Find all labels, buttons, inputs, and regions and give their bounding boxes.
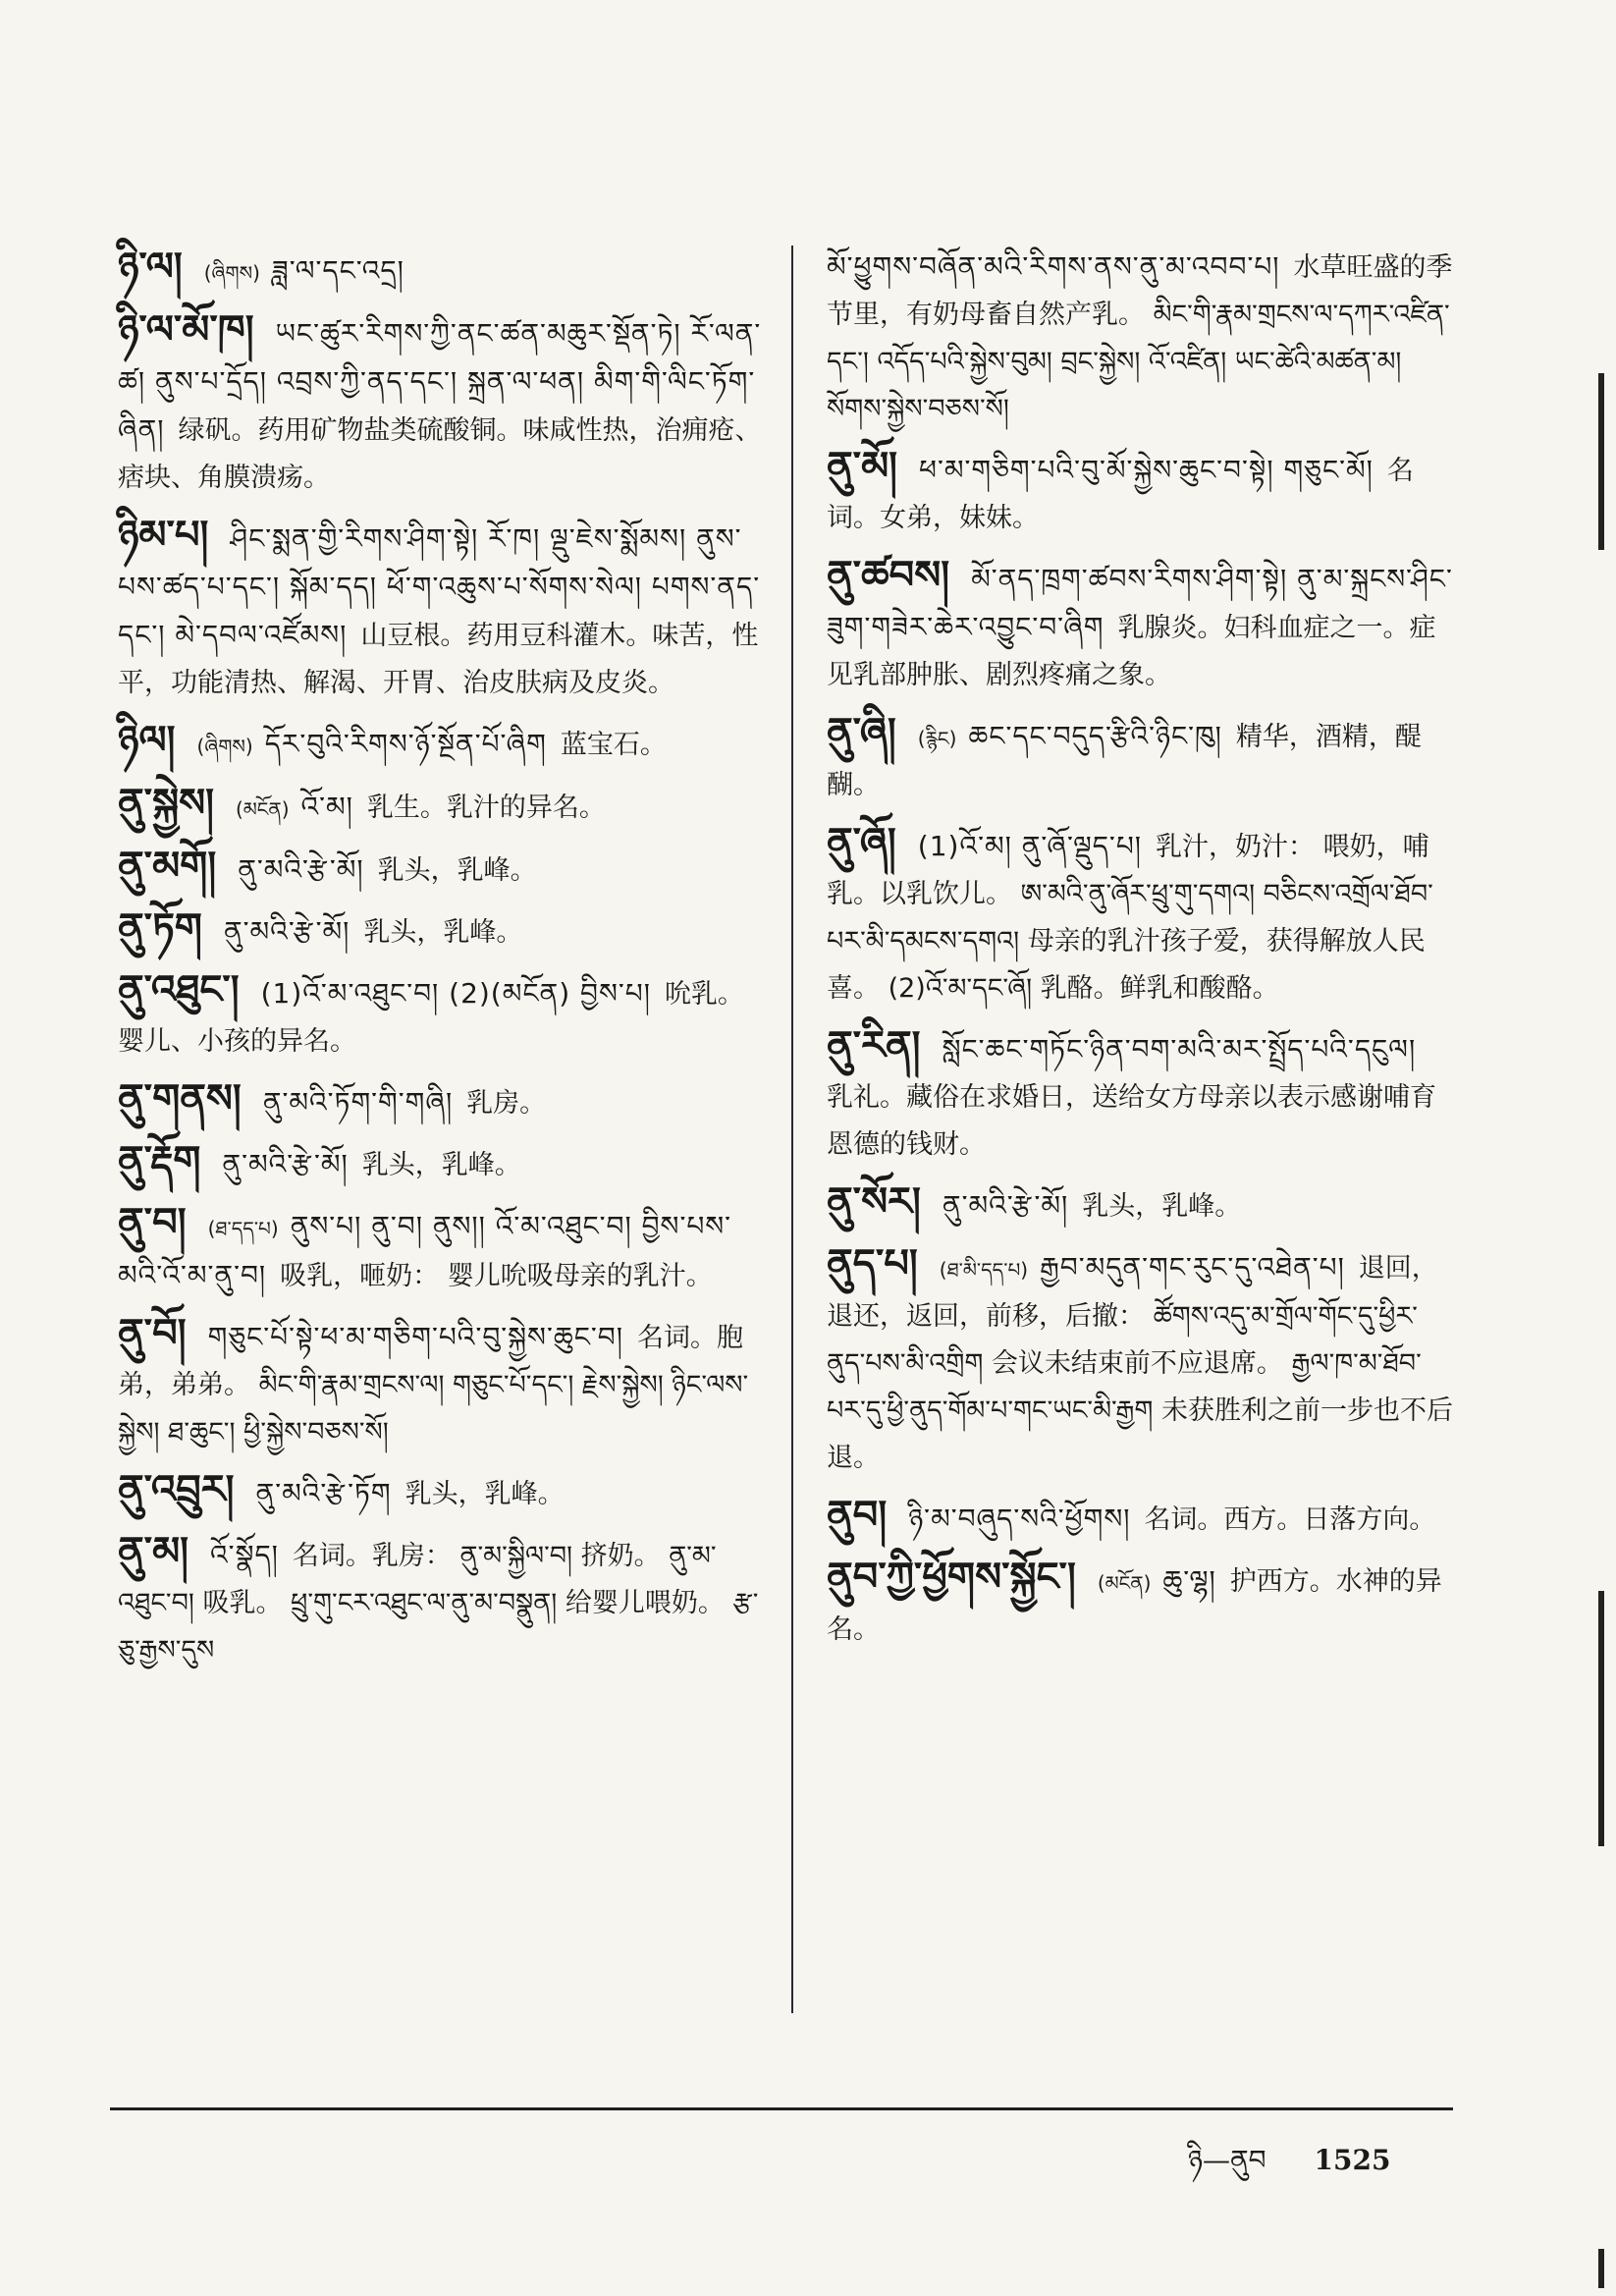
- headword: ནུ་རྡོག: [118, 1137, 201, 1183]
- column-divider: [791, 246, 793, 2013]
- chinese-definition: 乳房。: [466, 1088, 547, 1119]
- page-footer: [1188, 2129, 1390, 2207]
- tibetan-definition: (1)འོ་མ་འཐུང་བ། (2)(མངོན) བྱིས་པ།: [260, 977, 651, 1010]
- headword: ནུ་ཞི།: [827, 709, 896, 755]
- chinese-definition: 乳头，乳峰。: [361, 1150, 521, 1180]
- tibetan-definition: ཆང་དང་བདུད་རྩིའི་ཉིང་ཁུ།: [968, 720, 1222, 752]
- chinese-definition: 吮乳。 婴儿、小孩的异名。: [118, 979, 744, 1057]
- tibetan-definition: ཕ་མ་གཅིག་པའི་བུ་མོ་སྐྱེས་ཆུང་བ་སྟེ། གཅུང་མོ།: [919, 454, 1374, 486]
- headword: ནུ་མགོ།: [118, 843, 217, 889]
- tibetan-definition: དོར་བུའི་རིགས་ཉོ་སྔོན་པོ་ཞིག: [264, 728, 547, 760]
- headword: ནུ་ཏོག: [118, 904, 202, 951]
- grammar-tag: (མངོན): [235, 797, 290, 821]
- scan-edge-marks: [1587, 0, 1616, 2296]
- chinese-definition: 乳头，乳峰。: [363, 917, 523, 948]
- tibetan-definition: ནུ་མའི་རྩེ་མོ།: [238, 853, 364, 886]
- dictionary-entry: [827, 1022, 1455, 1169]
- grammar-tag: (རྙིང): [917, 727, 957, 750]
- tibetan-definition: ནུ་མའི་རྩེ་མོ།: [223, 915, 350, 948]
- dictionary-entry: [118, 1466, 766, 1518]
- chinese-definition: 乳礼。藏俗在求婚日，送给女方母亲以表示感谢哺育恩德的钱财。: [827, 1082, 1436, 1160]
- tibetan-definition: མོ་ནད་ཁྲག་ཚབས་རིགས་ཤིག་སྟེ། ནུ་མ་སྐྲངས་ཤིང་ཟུག་གཟེར་ཆེར་འབྱུང་བ་ཞིག: [827, 563, 1453, 643]
- dictionary-entry: [118, 1199, 766, 1300]
- headword: ནུ་མ།: [118, 1528, 189, 1574]
- tibetan-definition: ཤིང་སྨན་གྱི་རིགས་ཤིག་སྟེ། རོ་ཁ། ལྡུ་ཇེས་སྨོམས། ནུས་པས་ཚད་པ་དང་། སྐོམ་དད། ཕོ་ག་འཆུས་པ་སོགས་སེལ། པགས་ནད་དང་། མེ་དབལ་འཛོམས།: [118, 522, 761, 651]
- tibetan-definition: འོ་མ།: [300, 791, 353, 823]
- dictionary-entry: [118, 1310, 766, 1456]
- chinese-definition: 乳头，乳峰。: [1082, 1191, 1242, 1222]
- dictionary-entry: [827, 1178, 1455, 1230]
- dictionary-entry: [827, 552, 1455, 699]
- headword: ནུ་གནས།: [118, 1075, 242, 1121]
- dictionary-entry: [827, 819, 1455, 1012]
- headword: ནུ་སོར།: [827, 1178, 921, 1225]
- headword: ཉི་ལ་མོ་ཁ།: [118, 306, 254, 353]
- headword: ནུ་མོ།: [827, 443, 898, 489]
- tibetan-definition: སློང་ཆང་གཏོང་ཉིན་བག་མའི་མར་སྤྲོད་པའི་དངུལ།: [942, 1033, 1417, 1066]
- grammar-tag: (ཞིགས): [203, 261, 260, 285]
- headword: ནུ་ཞོ།: [827, 819, 896, 865]
- left-column: [118, 244, 766, 1684]
- headword: ཉིམ་པ།: [118, 512, 209, 558]
- tibetan-definition: (1)འོ་མ། ནུ་ཞོ་ལྡུད་པ།: [917, 830, 1142, 862]
- tibetan-definition: རྒྱབ་མདུན་གང་རུང་དུ་འཐེན་པ།: [1040, 1251, 1345, 1284]
- chinese-definition: 绿矾。药用矿物盐类硫酸铜。味咸性热，治痈疮、痞块、角膜溃疡。: [118, 415, 762, 493]
- chinese-definition: 乳头，乳峰。: [377, 855, 537, 886]
- dictionary-entry: [118, 904, 766, 957]
- chinese-definition: 名词。西方。日落方向。: [1144, 1504, 1436, 1535]
- tibetan-definition: ནུ་མའི་ཏོག་གི་གཞི།: [262, 1086, 454, 1119]
- grammar-tag: (ཞིགས): [196, 735, 253, 758]
- page-number: 1525: [1314, 2144, 1391, 2176]
- chinese-definition: 退回，退还，返回，前移，后撤： ཚོགས་འདུ་མ་གྲོལ་གོང་དུ་ཕྱིར་ནུད་པས་མི་འགྲིག 会议未结束前不应退席。 རྒྱལ་ཁ་མ་ཐོབ་པར་དུ་ཕྱི་ནུད་གོམ་པ་གང་ཡང་མི་རྒྱག 未获胜利之前一步也不后退。: [827, 1253, 1453, 1473]
- chinese-definition: 乳腺炎。妇科血症之一。症见乳部肿胀、剧烈疼痛之象。: [827, 613, 1436, 690]
- headword: ནུ་བོ།: [118, 1310, 187, 1356]
- dictionary-entry: [118, 1075, 766, 1127]
- headword: ཉིལ།: [118, 717, 176, 763]
- headword: ནུ་འབྲུར།: [118, 1466, 235, 1512]
- headword: ནུ་ཚབས།: [827, 552, 950, 598]
- chinese-definition: 蓝宝石。: [560, 730, 667, 760]
- dictionary-entry: [118, 780, 766, 833]
- headword: ནུབ་ཀྱི་ཕྱོགས་སྐྱོང་།: [827, 1554, 1076, 1600]
- headword: ནུ་སྐྱེས།: [118, 780, 214, 826]
- chinese-definition: 吸乳，咂奶： 婴儿吮吸母亲的乳汁。: [280, 1261, 713, 1291]
- grammar-tag: (ཐ་དད་པ): [207, 1217, 279, 1240]
- dictionary-entry: [118, 1528, 766, 1674]
- entry-range: ཉི—ནུབ: [1188, 2144, 1266, 2176]
- dictionary-entry: [827, 1554, 1455, 1654]
- headword: ནུབ།: [827, 1492, 888, 1538]
- chinese-definition: 山豆根。药用豆科灌木。味苦，性平，功能清热、解渴、开胃、治皮肤病及皮炎。: [118, 621, 759, 698]
- right-column: [827, 244, 1455, 1664]
- tibetan-definition: ནུ་མའི་རྩེ་མོ།: [222, 1148, 349, 1180]
- tibetan-definition: གཅུང་པོ་སྟེ་ཕ་མ་གཅིག་པའི་བུ་སྐྱེས་ཆུང་བ།: [207, 1321, 623, 1353]
- chinese-definition: 护西方。水神的异名。: [827, 1566, 1442, 1645]
- chinese-definition: 乳生。乳汁的异名。: [366, 793, 606, 823]
- tibetan-definition: ཡང་ཚུར་རིགས་ཀྱི་ནང་ཚན་མཆུར་སྡོན་ཏེ། རོ་ལན་ཚ། ནུས་པ་དྲོད། འབྲས་ཀྱི་ནད་དང་། སྐྲན་ལ་ཕན། མིག་གི་ལིང་ཏོག་ཞིན།: [118, 317, 762, 446]
- dictionary-entry: [118, 512, 766, 707]
- headword: ནུ་བ།: [118, 1199, 187, 1245]
- dictionary-entry: [118, 1137, 766, 1189]
- footer-rule: [110, 2107, 1453, 2110]
- dictionary-entry: [118, 306, 766, 502]
- dictionary-entry: [827, 1492, 1455, 1544]
- chinese-definition: 精华，酒精，醍醐。: [827, 722, 1422, 800]
- tibetan-definition: ཉི་མ་བཞུད་སའི་ཕྱོགས།: [908, 1503, 1131, 1535]
- dictionary-entry: [827, 1240, 1455, 1482]
- dictionary-entry: [118, 843, 766, 895]
- chinese-definition: 水草旺盛的季节里，有奶母畜自然产乳。 མིང་གི་རྣམ་གྲངས་ལ་དཀར་འཛིན་དང་། འདོད་པའི་སྐྱེས་བུམ། བྲང་སྐྱེས། འོ་འཛིན། ཡང་ཚེའི་མཚན་མ། སོགས་སྐྱེས་བཅས་སོ།: [827, 252, 1453, 424]
- chinese-definition: 名词。胞弟，弟弟。 མིང་གི་རྣམ་གྲངས་ལ། གཅུང་པོ་དང་། རྗེས་སྐྱེས། ཉིང་ལས་སྐྱེས། ཐ་ཆུང་། ཕྱི་སྐྱེས་བཅས་སོ།: [118, 1323, 749, 1448]
- chinese-definition: 乳头，乳峰。: [404, 1479, 565, 1509]
- dictionary-entry: [827, 709, 1455, 809]
- headword: ཉི་ལ།: [118, 244, 183, 290]
- headword: ནུད་པ།: [827, 1240, 918, 1286]
- headword: ནུ་རིན།: [827, 1022, 921, 1068]
- chinese-definition: 名词。乳房： ནུ་མ་སྐྱིལ་བ། 挤奶。 ནུ་མ་འཐུང་བ། 吸乳。 ཕྲུ་གུ་ངར་འཐུང་ལ་ནུ་མ་བསྣུན། 给婴儿喂奶。 རྩ་ཅུ་རྒྱས་དུས: [118, 1541, 759, 1666]
- grammar-tag: (ཐ་མི་དད་པ): [939, 1258, 1029, 1282]
- dictionary-entry: [827, 244, 1455, 433]
- dictionary-entry: [827, 443, 1455, 542]
- grammar-tag: (མངོན): [1097, 1571, 1152, 1595]
- tibetan-definition: ཟླ་ལ་དང་འདྲ།: [271, 254, 404, 287]
- chinese-definition: 乳汁，奶汁： 喂奶，哺乳。以乳饮儿。 ཨ་མའི་ནུ་ཞོར་ཕྲུ་གུ་དགའ། བཅིངས་འགྲོལ་ཐོབ་པར་མི་དམངས་དགའ། 母亲的乳汁孩子爱，获得解放人民喜。 (2)འོ་མ་དང་ཞོ། 乳酪。鲜乳和酸酪。: [827, 832, 1433, 1004]
- tibetan-definition: འོ་སྣོད།: [210, 1539, 279, 1571]
- dictionary-entry: [118, 966, 766, 1066]
- tibetan-definition: ནུ་མའི་རྩེ་ཏོག: [255, 1477, 392, 1509]
- dictionary-entry: [118, 717, 766, 770]
- headword: ནུ་འཐུང་།: [118, 966, 240, 1012]
- chinese-definition: 名词。女弟，妹妹。: [827, 456, 1414, 533]
- tibetan-definition: ནུས་པ། ནུ་བ། ནུས།། འོ་མ་འཐུང་བ། བྱིས་པས་མའི་འོ་མ་ནུ་བ།: [118, 1210, 732, 1291]
- tibetan-definition: ནུ་མའི་རྩེ་མོ།: [942, 1189, 1069, 1222]
- tibetan-definition: མོ་ཕྱུགས་བཞོན་མའི་རིགས་ནས་ནུ་མ་འབབ་པ།: [827, 250, 1280, 283]
- tibetan-definition: ཆུ་ལྷ།: [1162, 1564, 1216, 1597]
- dictionary-entry: [118, 244, 766, 297]
